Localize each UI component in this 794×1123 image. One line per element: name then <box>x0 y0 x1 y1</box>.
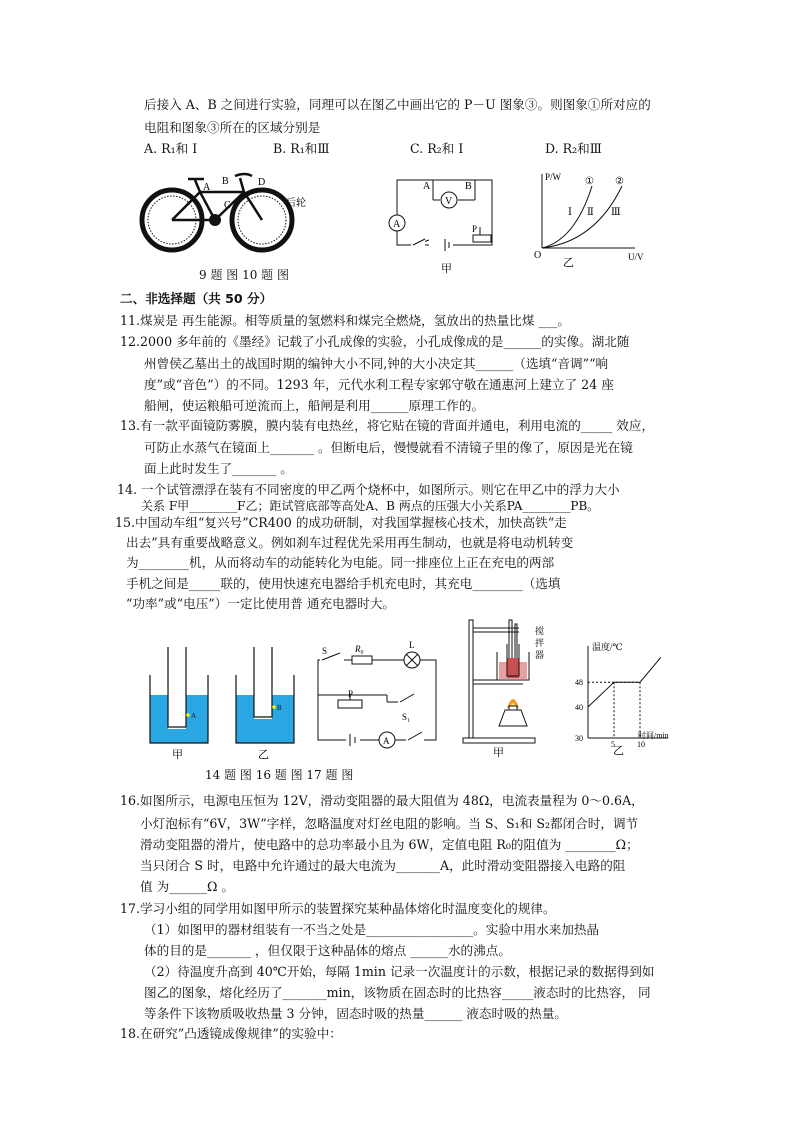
x-tick-5: 5 <box>611 740 615 749</box>
q17-line6: 等条件下该物质吸收热量 3 分钟，固态时吸的热量______ 液态时吸的热量。 <box>144 1006 568 1021</box>
q14-line2: 关系 F甲________F乙；距试管底部等高处A、B 两点的压强大小关系PA________PB。 <box>141 499 600 513</box>
beaker-jia-label: 甲 <box>172 749 183 761</box>
q15-line3: 为________机，从而将动车的动能转化为电能。同一排座位上正在充电的两部 <box>126 555 555 570</box>
graph-origin: O <box>534 250 542 261</box>
graph-curve-2: ② <box>615 176 624 187</box>
bike-label-d: D <box>258 177 266 188</box>
option-b: B. R₁和Ⅲ <box>273 141 330 156</box>
graph-axis-pw: P/W <box>545 172 562 182</box>
q16-line3: 滑动变阻器的滑片，使电路中的总功率最小且为 6W，定值电阻 R₀的阻值为 ________Ω； <box>140 837 639 852</box>
beaker-jia-figure <box>148 645 210 761</box>
c16-label-s1: S₁ <box>402 712 411 722</box>
option-a: A. R₁和 Ⅰ <box>144 141 198 156</box>
c16-ammeter-label: A <box>383 736 390 746</box>
q11-text: 11.煤炭是 再生能源。相等质量的氢燃料和煤完全燃烧，氢放出的热量比煤 ___。 <box>120 313 570 328</box>
option-d: D. R₂和Ⅲ <box>545 141 602 156</box>
chart-x-label: 时间/min <box>638 731 669 740</box>
c16-label-p: P <box>348 689 354 699</box>
c16-label-s: S <box>322 646 328 656</box>
y-tick-40: 40 <box>575 703 583 712</box>
graph-curve-1: ① <box>585 176 594 187</box>
graph-axis-uv: U/V <box>628 252 644 262</box>
bike-label-rear: 后轮 <box>286 198 306 209</box>
option-c: C. R₂和 Ⅰ <box>410 141 464 156</box>
circuit-figure-16 <box>312 640 447 752</box>
temperature-time-chart <box>558 640 678 755</box>
section-title: 二、非选择题（共 50 分） <box>120 291 273 306</box>
graph-region-3: Ⅲ <box>611 207 621 218</box>
voltmeter-label: V <box>445 196 453 207</box>
chart-y-label: 温度/℃ <box>592 642 623 652</box>
y-tick-48: 48 <box>575 678 583 688</box>
q13-line2: 可防止水蒸气在镜面上_______ 。但断电后，慢慢就看不清镜子里的像了，原因是光在镜 <box>144 440 633 455</box>
q13-line1: 13.有一款平面镜防雾膜，膜内装有电热丝，将它贴在镜的背面并通电，利用电流的_____ 效应， <box>120 418 655 433</box>
circuit10-label-jia: 甲 <box>441 263 452 275</box>
graph-region-1: Ⅰ <box>568 207 572 218</box>
beaker-yi-figure <box>234 645 296 761</box>
q15-line1: 15.中国动车组“复兴号”CR400 的成功研制，对我国掌握核心技术，加快高铁“走 <box>115 515 567 530</box>
bike-label-c: C <box>224 200 231 211</box>
graph-region-2: Ⅱ <box>587 207 594 218</box>
beaker-yi-label: 乙 <box>258 749 269 761</box>
figure-caption-top: 9 题 图 10 题 图 <box>199 268 289 282</box>
circuit10-label-p: P <box>472 224 478 234</box>
q18-text: 18.在研究”凸透镜成像规律”的实验中： <box>120 1026 342 1041</box>
c16-label-l: L <box>409 640 415 650</box>
circuit-figure-10 <box>385 175 505 280</box>
ammeter-label: A <box>393 219 401 230</box>
series-line <box>588 657 661 707</box>
stirrer-label-3: 器 <box>535 650 545 660</box>
q12-line3: 度”或“音色”）的不同。1293 年，元代水利工程专家郭守敬在通惠河上建立了 24 座 <box>144 377 614 392</box>
q13-line3: 面上此时发生了_______ 。 <box>144 461 293 476</box>
q17-line5: 图乙的图象，熔化经历了_______min，该物质在固态时的比热容_____液态时的比热容， 同 <box>144 985 651 1000</box>
circuit10-label-a: A <box>423 181 431 192</box>
q15-line5: “功率”或“电压”）一定比使用普 通充电器时大。 <box>126 596 396 611</box>
q17-line1: 17.学习小组的同学用如图甲所示的装置探究某种晶体熔化时温度变化的规律。 <box>120 901 556 916</box>
figure-caption-mid: 14 题 图 16 题 图 17 题 图 <box>205 768 354 782</box>
beaker-point-b: B <box>277 704 282 712</box>
y-tick-30: 30 <box>575 734 583 743</box>
apparatus-jia-label: 甲 <box>493 747 504 759</box>
q17-line2: （1）如图甲的器材组装有一不当之处是_________________。实验中用水来加热晶 <box>144 922 600 937</box>
beaker-point-a: A <box>191 712 197 720</box>
q-prev-line2: 电阻和图象③所在的区域分别是 <box>144 120 321 135</box>
q16-line5: 值 为______Ω 。 <box>140 879 235 894</box>
q-prev-line1: 后接入 A、B 之间进行实验，同理可以在图乙中画出它的 P－U 图象③。则图象①所对应的 <box>144 97 651 112</box>
stirrer-label-2: 拌 <box>535 638 545 648</box>
circuit10-label-b: B <box>465 181 472 192</box>
q16-line4: 当只闭合 S 时，电路中允许通过的最大电流为_______A，此时滑动变阻器接入电路的阻 <box>140 858 626 873</box>
bike-label-a: A <box>203 182 211 193</box>
q15-line2: 出去”具有重要战略意义。例如刹车过程优先采用再生制动，也就是将电动机转变 <box>126 535 574 550</box>
q12-line1: 12.2000 多年前的《墨经》记载了小孔成像的实验，小孔成像成的是______的实像。湖北随 <box>120 334 630 349</box>
q17-line3: 体的目的是_______ ，但仅限于这种晶体的熔点 ______水的沸点。 <box>144 943 511 958</box>
bike-label-b: B <box>222 176 229 187</box>
chart-yi-label: 乙 <box>613 745 624 757</box>
q17-line4: （2）待温度升高到 40℃开始，每隔 1min 记录一次温度计的示数，根据记录的数据得到如 <box>144 964 655 979</box>
c16-label-r0: R₀ <box>355 644 364 654</box>
pu-graph-figure <box>530 170 650 275</box>
graph-label-yi: 乙 <box>563 257 574 269</box>
bicycle-figure <box>140 168 320 258</box>
q16-line2: 小灯泡标有“6V，3W”字样，忽略温度对灯丝电阻的影响。当 S、S₁和 S₂都闭合时，调节 <box>140 816 639 831</box>
q14-line1: 14. 一个试管漂浮在装有不同密度的甲乙两个烧杯中，如图所示。则它在甲乙中的浮力大小 <box>117 482 620 497</box>
apparatus-figure-17 <box>463 618 553 758</box>
q15-line4: 手机之间是_____联的，使用快速充电器给手机充电时，其充电________（选填 <box>126 576 561 591</box>
stirrer-label-1: 搅 <box>535 626 545 636</box>
q12-line4: 船闸，使运粮船可逆流而上，船闸是利用______原理工作的。 <box>144 398 485 413</box>
q16-line1: 16.如图所示，电源电压恒为 12V，滑动变阻器的最大阻值为 48Ω，电流表量程为 0～0.6A， <box>120 793 644 808</box>
q12-line2: 州曾侯乙墓出土的战国时期的编钟大小不同,钟的大小决定其______（选填“音调”“响 <box>144 356 609 371</box>
x-tick-10: 10 <box>637 740 645 749</box>
